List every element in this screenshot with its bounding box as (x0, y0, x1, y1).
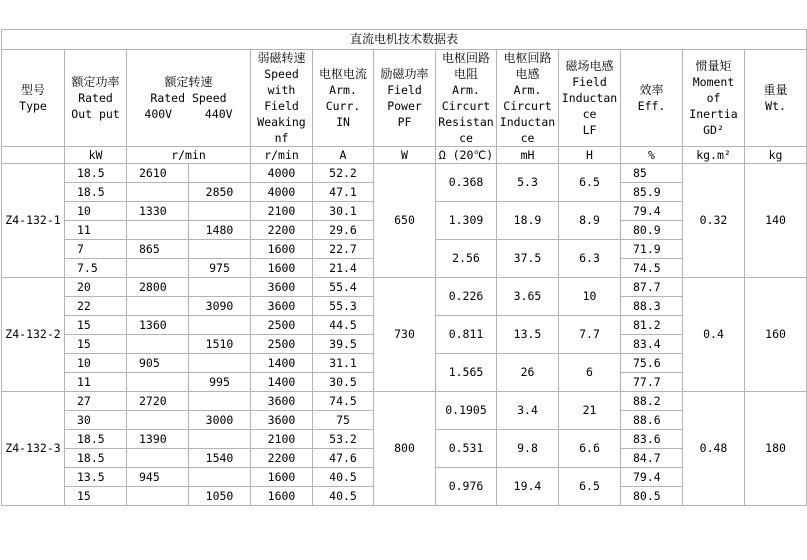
field-inductance-cell: 6.6 (559, 430, 621, 468)
field-power-cell: 730 (374, 278, 436, 392)
speed-440v-cell: 2850 (189, 183, 251, 202)
weak-speed-cell: 2200 (251, 221, 313, 240)
speed-400v-cell: 945 (127, 468, 189, 487)
weak-speed-cell: 1600 (251, 487, 313, 506)
unit-cell: A (313, 147, 374, 164)
efficiency-cell: 77.7 (621, 373, 683, 392)
speed-440v-cell (189, 392, 251, 411)
efficiency-cell: 75.6 (621, 354, 683, 373)
weight-cell: 160 (745, 278, 807, 392)
rated-output-cell: 22 (65, 297, 127, 316)
weight-cell: 140 (745, 164, 807, 278)
efficiency-cell: 79.4 (621, 202, 683, 221)
arm-inductance-cell: 26 (497, 354, 559, 392)
field-power-cell: 800 (374, 392, 436, 506)
speed-400v-cell (127, 411, 189, 430)
speed-400v-cell: 1390 (127, 430, 189, 449)
efficiency-cell: 83.6 (621, 430, 683, 449)
speed-440v-cell: 1540 (189, 449, 251, 468)
rated-output-cell: 15 (65, 335, 127, 354)
header-rated-speed: 额定转速 Rated Speed 400V 440V (127, 50, 251, 147)
speed-440v-cell (189, 202, 251, 221)
speed-440v-cell: 1510 (189, 335, 251, 354)
rated-output-cell: 15 (65, 487, 127, 506)
motor-spec-table (1, 29, 807, 506)
arm-inductance-cell: 13.5 (497, 316, 559, 354)
arm-resistance-cell: 0.976 (436, 468, 497, 506)
model-type-cell: Z4-132-1 (2, 164, 65, 278)
table-row (2, 392, 807, 411)
field-inductance-cell: 21 (559, 392, 621, 430)
unit-cell: kg.m² (683, 147, 745, 164)
rated-output-cell: 15 (65, 316, 127, 335)
arm-inductance-cell: 19.4 (497, 468, 559, 506)
arm-resistance-cell: 0.226 (436, 278, 497, 316)
speed-440v-cell (189, 316, 251, 335)
arm-current-cell: 44.5 (313, 316, 374, 335)
arm-inductance-cell: 5.3 (497, 164, 559, 202)
field-inductance-cell: 6.5 (559, 468, 621, 506)
arm-resistance-cell: 1.565 (436, 354, 497, 392)
weak-speed-cell: 2100 (251, 430, 313, 449)
arm-current-cell: 47.1 (313, 183, 374, 202)
rated-output-cell: 7 (65, 240, 127, 259)
arm-current-cell: 21.4 (313, 259, 374, 278)
speed-440v-cell: 975 (189, 259, 251, 278)
arm-current-cell: 31.1 (313, 354, 374, 373)
arm-resistance-cell: 0.1905 (436, 392, 497, 430)
efficiency-cell: 85 (621, 164, 683, 183)
inertia-cell: 0.32 (683, 164, 745, 278)
field-inductance-cell: 6.3 (559, 240, 621, 278)
weak-speed-cell: 1600 (251, 240, 313, 259)
arm-current-cell: 40.5 (313, 487, 374, 506)
weak-speed-cell: 3600 (251, 411, 313, 430)
speed-440v-cell (189, 164, 251, 183)
speed-400v-cell: 1330 (127, 202, 189, 221)
arm-resistance-cell: 1.309 (436, 202, 497, 240)
arm-resistance-cell: 0.368 (436, 164, 497, 202)
weak-speed-cell: 3600 (251, 278, 313, 297)
inertia-cell: 0.4 (683, 278, 745, 392)
header-field-inductance: 磁场电感 Field Inductan ce LF (559, 50, 621, 147)
header-row (2, 50, 807, 147)
arm-current-cell: 29.6 (313, 221, 374, 240)
arm-current-cell: 75 (313, 411, 374, 430)
weak-speed-cell: 1600 (251, 259, 313, 278)
efficiency-cell: 74.5 (621, 259, 683, 278)
arm-current-cell: 55.3 (313, 297, 374, 316)
speed-400v-cell (127, 335, 189, 354)
rated-output-cell: 30 (65, 411, 127, 430)
weak-speed-cell: 3600 (251, 297, 313, 316)
efficiency-cell: 88.3 (621, 297, 683, 316)
speed-400v-cell (127, 297, 189, 316)
field-inductance-cell: 7.7 (559, 316, 621, 354)
arm-current-cell: 47.6 (313, 449, 374, 468)
table-row (2, 164, 807, 183)
arm-current-cell: 74.5 (313, 392, 374, 411)
speed-440v-cell (189, 354, 251, 373)
header-arm-current: 电枢电流 Arm. Curr. IN (313, 50, 374, 147)
header-weak-speed: 弱磁转速 Speed with Field Weaking nf (251, 50, 313, 147)
efficiency-cell: 83.4 (621, 335, 683, 354)
arm-inductance-cell: 18.9 (497, 202, 559, 240)
weak-speed-cell: 1400 (251, 373, 313, 392)
efficiency-cell: 80.5 (621, 487, 683, 506)
arm-current-cell: 55.4 (313, 278, 374, 297)
rated-output-cell: 18.5 (65, 430, 127, 449)
rated-output-cell: 10 (65, 202, 127, 221)
speed-440v-cell: 1050 (189, 487, 251, 506)
speed-440v-cell (189, 278, 251, 297)
inertia-cell: 0.48 (683, 392, 745, 506)
efficiency-cell: 88.2 (621, 392, 683, 411)
unit-cell: kg (745, 147, 807, 164)
rated-output-cell: 11 (65, 221, 127, 240)
speed-400v-cell (127, 259, 189, 278)
efficiency-cell: 84.7 (621, 449, 683, 468)
unit-cell: mH (497, 147, 559, 164)
header-type: 型号 Type (2, 50, 65, 147)
rated-output-cell: 18.5 (65, 164, 127, 183)
arm-inductance-cell: 3.4 (497, 392, 559, 430)
header-inertia: 惯量矩 Moment of Inertia GD² (683, 50, 745, 147)
arm-current-cell: 30.5 (313, 373, 374, 392)
speed-400v-cell (127, 373, 189, 392)
unit-cell: r/min (251, 147, 313, 164)
speed-400v-cell: 2720 (127, 392, 189, 411)
rated-output-cell: 7.5 (65, 259, 127, 278)
speed-440v-cell: 995 (189, 373, 251, 392)
rated-output-cell: 18.5 (65, 183, 127, 202)
speed-440v-cell: 1480 (189, 221, 251, 240)
field-power-cell: 650 (374, 164, 436, 278)
arm-resistance-cell: 2.56 (436, 240, 497, 278)
rated-output-cell: 18.5 (65, 449, 127, 468)
header-400v: 400V (144, 107, 173, 121)
speed-440v-cell (189, 468, 251, 487)
header-arm-resistance: 电枢回路 电阻 Arm. Circurt Resistan ce (436, 50, 497, 147)
weak-speed-cell: 2500 (251, 335, 313, 354)
header-rated-output: 额定功率 Rated Out put (65, 50, 127, 147)
speed-440v-cell: 3000 (189, 411, 251, 430)
weight-cell: 180 (745, 392, 807, 506)
speed-400v-cell: 905 (127, 354, 189, 373)
arm-current-cell: 52.2 (313, 164, 374, 183)
speed-440v-cell: 3090 (189, 297, 251, 316)
header-arm-inductance: 电枢回路 电感 Arm. Circurt Inductan ce (497, 50, 559, 147)
speed-440v-cell (189, 430, 251, 449)
field-inductance-cell: 8.9 (559, 202, 621, 240)
header-440v: 440V (204, 107, 233, 121)
speed-400v-cell (127, 183, 189, 202)
weak-speed-cell: 4000 (251, 183, 313, 202)
rated-output-cell: 27 (65, 392, 127, 411)
field-inductance-cell: 6.5 (559, 164, 621, 202)
unit-cell-blank (2, 147, 65, 164)
rated-output-cell: 10 (65, 354, 127, 373)
unit-cell: Ω (20℃) (436, 147, 497, 164)
arm-inductance-cell: 9.8 (497, 430, 559, 468)
table-row (2, 278, 807, 297)
header-efficiency: 效率 Eff. (621, 50, 683, 147)
arm-resistance-cell: 0.531 (436, 430, 497, 468)
arm-resistance-cell: 0.811 (436, 316, 497, 354)
unit-cell: H (559, 147, 621, 164)
rated-output-cell: 20 (65, 278, 127, 297)
weak-speed-cell: 1600 (251, 468, 313, 487)
speed-400v-cell: 2610 (127, 164, 189, 183)
arm-current-cell: 39.5 (313, 335, 374, 354)
unit-cell: kW (65, 147, 127, 164)
weak-speed-cell: 3600 (251, 392, 313, 411)
arm-current-cell: 30.1 (313, 202, 374, 221)
arm-inductance-cell: 37.5 (497, 240, 559, 278)
arm-current-cell: 40.5 (313, 468, 374, 487)
weak-speed-cell: 2100 (251, 202, 313, 221)
weak-speed-cell: 1400 (251, 354, 313, 373)
efficiency-cell: 79.4 (621, 468, 683, 487)
units-row (2, 147, 807, 164)
weak-speed-cell: 2200 (251, 449, 313, 468)
speed-400v-cell: 2800 (127, 278, 189, 297)
arm-current-cell: 22.7 (313, 240, 374, 259)
speed-440v-cell (189, 240, 251, 259)
table-title: 直流电机技术数据表 (2, 30, 807, 50)
efficiency-cell: 88.6 (621, 411, 683, 430)
header-weight: 重量 Wt. (745, 50, 807, 147)
field-inductance-cell: 6 (559, 354, 621, 392)
field-inductance-cell: 10 (559, 278, 621, 316)
efficiency-cell: 81.2 (621, 316, 683, 335)
speed-400v-cell (127, 449, 189, 468)
title-row (2, 30, 807, 50)
arm-current-cell: 53.2 (313, 430, 374, 449)
unit-cell: % (621, 147, 683, 164)
unit-cell: W (374, 147, 436, 164)
rated-output-cell: 13.5 (65, 468, 127, 487)
arm-inductance-cell: 3.65 (497, 278, 559, 316)
speed-400v-cell: 865 (127, 240, 189, 259)
model-type-cell: Z4-132-2 (2, 278, 65, 392)
efficiency-cell: 71.9 (621, 240, 683, 259)
weak-speed-cell: 4000 (251, 164, 313, 183)
speed-400v-cell: 1360 (127, 316, 189, 335)
efficiency-cell: 87.7 (621, 278, 683, 297)
unit-cell: r/min (127, 147, 251, 164)
efficiency-cell: 85.9 (621, 183, 683, 202)
header-field-power: 励磁功率 Field Power PF (374, 50, 436, 147)
model-type-cell: Z4-132-3 (2, 392, 65, 506)
rated-output-cell: 11 (65, 373, 127, 392)
speed-400v-cell (127, 487, 189, 506)
weak-speed-cell: 2500 (251, 316, 313, 335)
efficiency-cell: 80.9 (621, 221, 683, 240)
speed-400v-cell (127, 221, 189, 240)
